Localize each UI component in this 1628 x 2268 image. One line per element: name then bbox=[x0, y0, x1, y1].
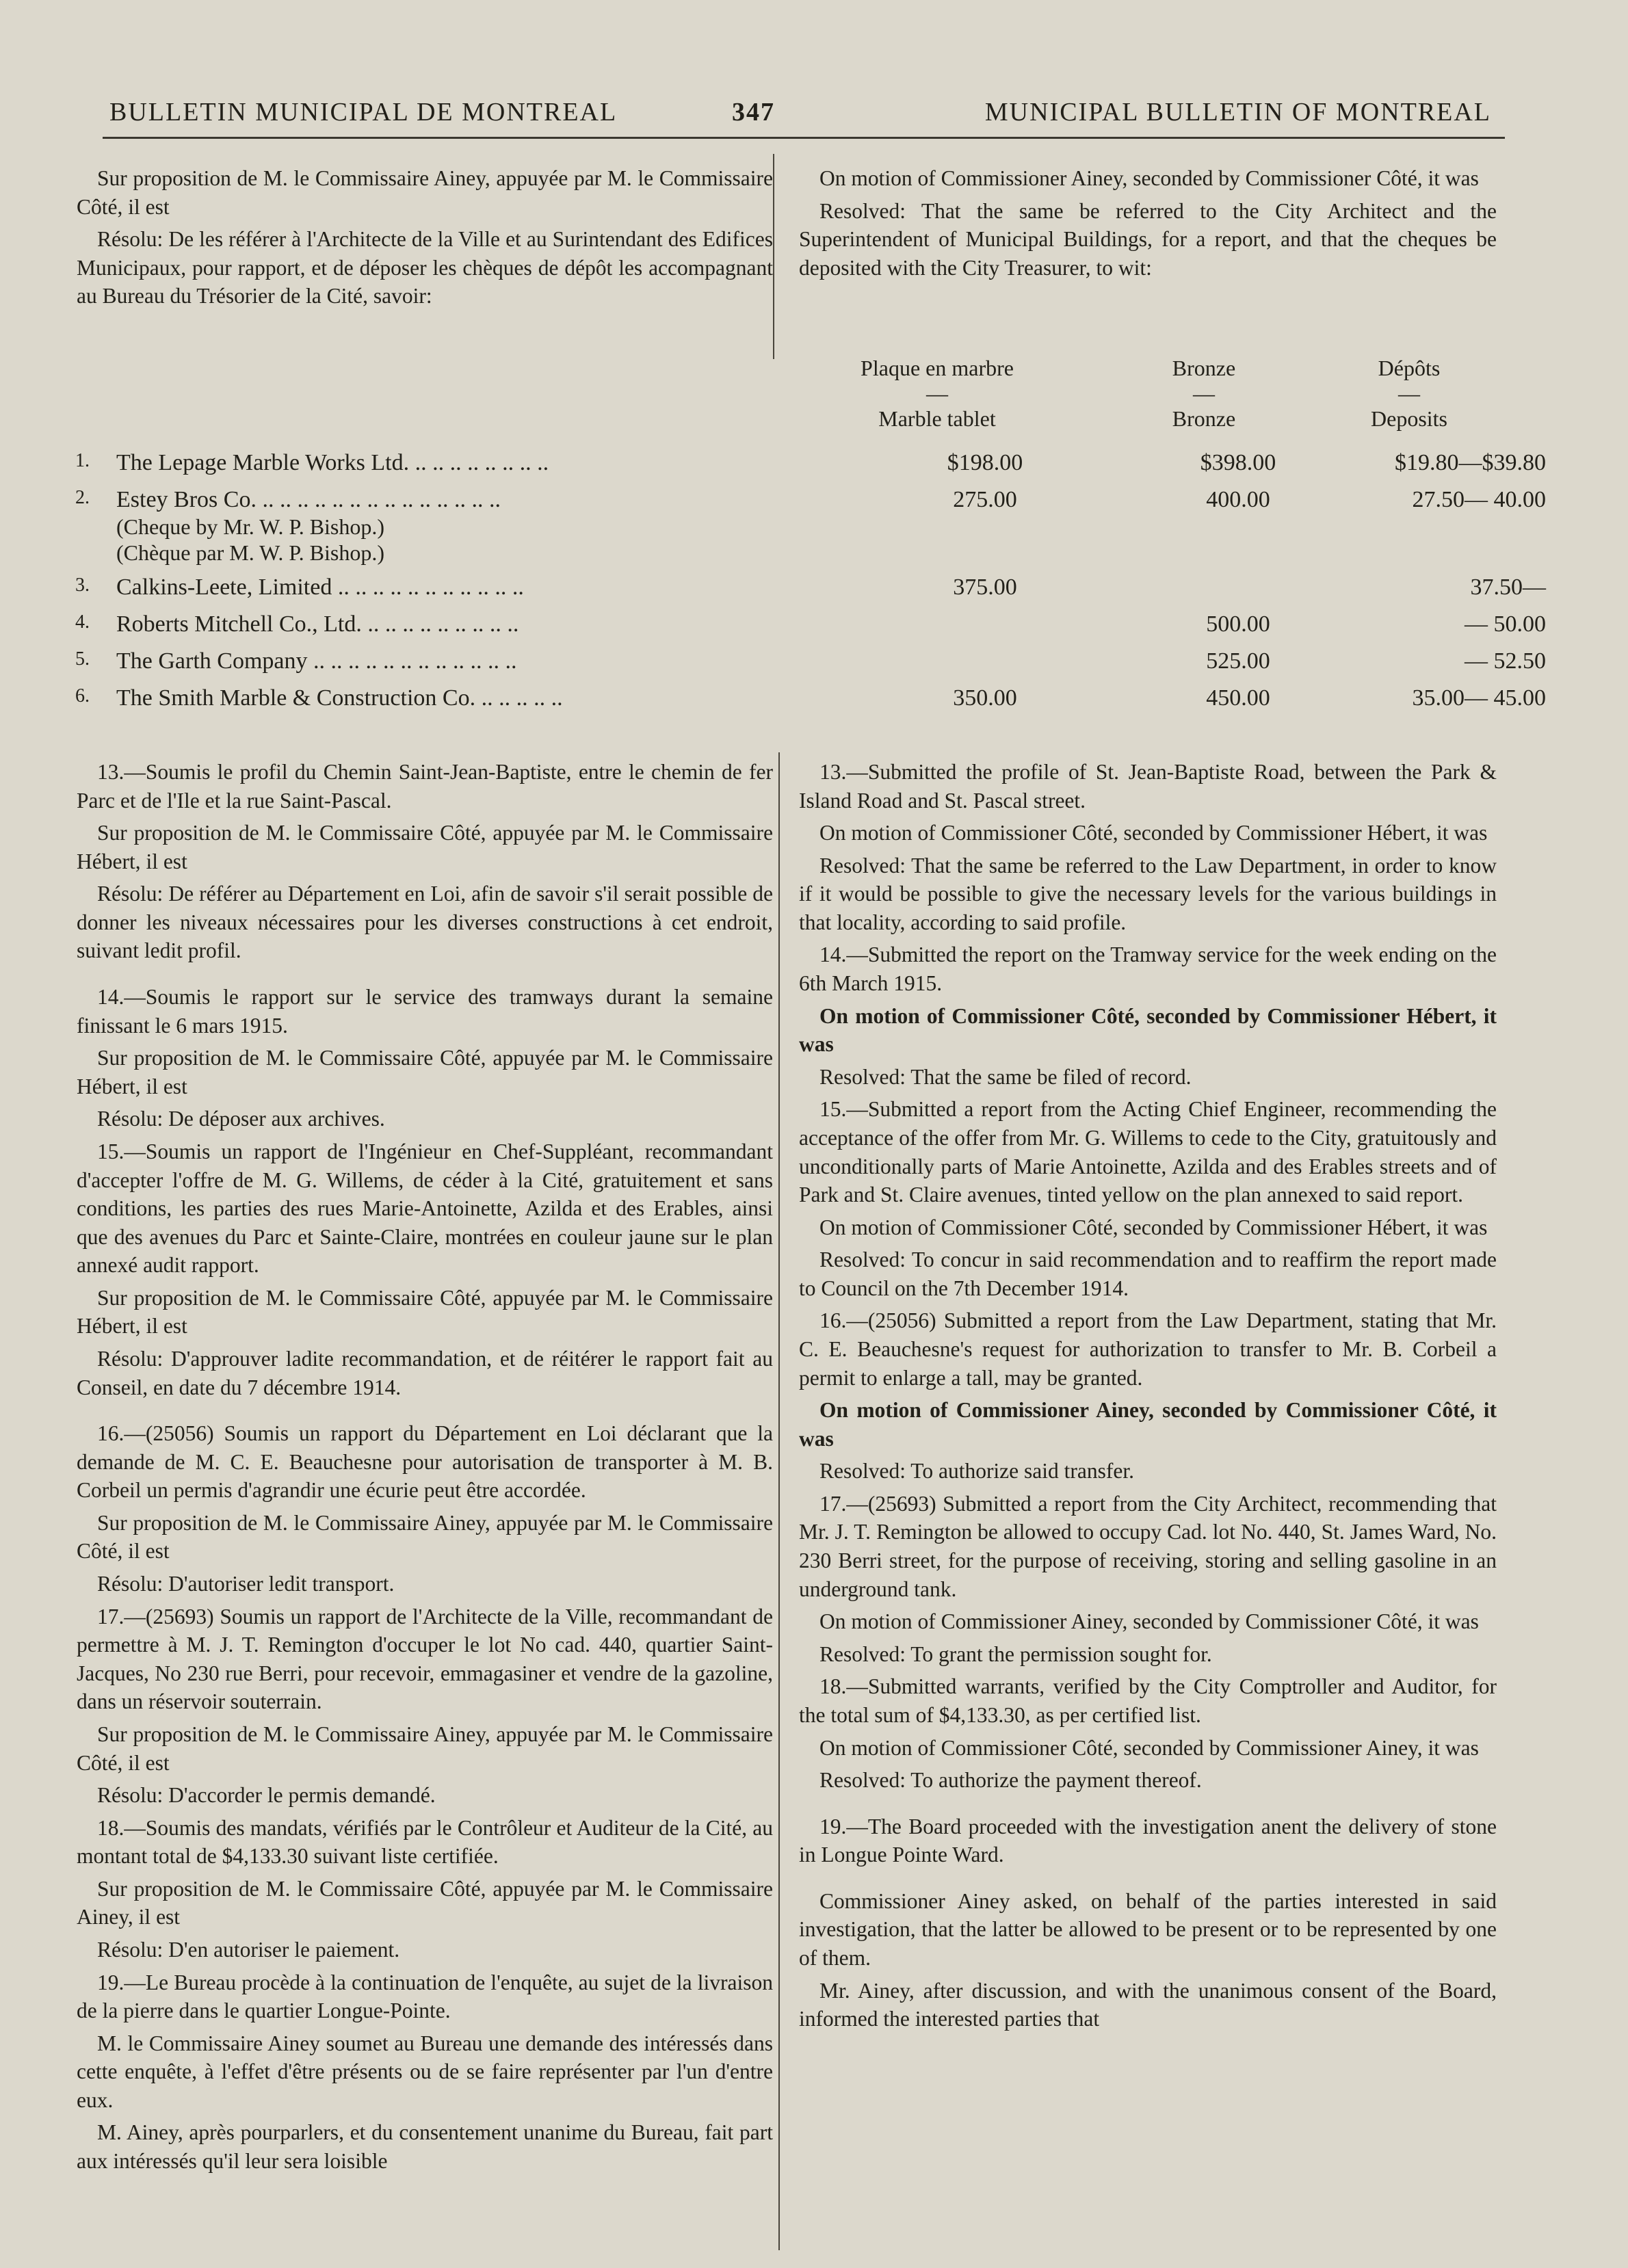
english-paragraph: On motion of Commissioner Ainey, seconded by Commissioner Côté, it was bbox=[799, 1398, 1497, 1451]
table-row: 2. Estey Bros Co. .. .. .. .. .. .. .. .. .. .. .. .. .. .. 275.00 400.00 27.50— 40.00 bbox=[75, 487, 1546, 512]
english-paragraph: On motion of Commissioner Côté, seconded by Commissioner Hébert, it was bbox=[819, 1215, 1488, 1239]
french-paragraph: 18.—Soumis des mandats, vérifiés par le Contrôleur et Auditeur de la Cité, au montant total de $4,133.30 suivant liste certifiée. bbox=[77, 1815, 773, 1869]
table-row: 4. Roberts Mitchell Co., Ltd. .. .. .. .. .. .. .. .. .. 500.00 — 50.00 bbox=[75, 611, 1546, 637]
intro-fr-motion: Sur proposition de M. le Commissaire Ainey, appuyée par M. le Commissaire Côté, il est bbox=[77, 166, 773, 219]
table-row: 6. The Smith Marble & Construction Co. .. .. .. .. .. 350.00 450.00 35.00— 45.00 bbox=[75, 685, 1546, 711]
french-paragraph: Sur proposition de M. le Commissaire Côté, appuyée par M. le Commissaire Hébert, il est bbox=[77, 821, 773, 873]
body-english-column bbox=[799, 758, 1497, 2038]
english-paragraph: Resolved: To authorize said transfer. bbox=[819, 1459, 1134, 1484]
french-paragraph: Résolu: De déposer aux archives. bbox=[97, 1107, 385, 1131]
header-bronze: Bronze — Bronze bbox=[1172, 356, 1236, 431]
french-paragraph: 16.—(25056) Soumis un rapport du Département en Loi déclarant que la demande de M. C. E. Beauchesne pour autorisation de transporter à M. B. Corbeil un permis d'agrandir une écurie peut être accordée. bbox=[77, 1421, 773, 1503]
intro-fr bbox=[77, 164, 773, 315]
french-paragraph: 15.—Soumis un rapport de l'Ingénieur en Chef-Suppléant, recommandant d'accepter l'offre de M. G. Willems, de céder à la Cité, gratuitement et sans conditions, les parties des rues Marie-Antoinette, Azilda et des Erables, ainsi que des avenues du Parc et Sainte-Claire, montrées en couleur jaune sur le plan annexé audit rapport. bbox=[77, 1139, 773, 1278]
english-paragraph: 13.—Submitted the profile of St. Jean-Baptiste Road, between the Park & Island Road and St. Pascal street. bbox=[799, 760, 1497, 813]
french-paragraph: Sur proposition de M. le Commissaire Ainey, appuyée par M. le Commissaire Côté, il est bbox=[77, 1510, 773, 1564]
french-paragraph: Sur proposition de M. le Commissaire Côté, appuyée par M. le Commissaire Ainey, il est bbox=[77, 1876, 773, 1929]
french-paragraph: Sur proposition de M. le Commissaire Côté, appuyée par M. le Commissaire Hébert, il est bbox=[77, 1046, 773, 1098]
english-paragraph: On motion of Commissioner Ainey, seconded by Commissioner Côté, it was bbox=[819, 1609, 1479, 1634]
english-paragraph: On motion of Commissioner Côté, seconded by Commissioner Hébert, it was bbox=[819, 821, 1488, 845]
english-paragraph: Resolved: That the same be filed of record. bbox=[819, 1064, 1192, 1089]
french-paragraph: Résolu: De référer au Département en Loi, afin de savoir s'il serait possible de donner les niveaux nécessaires pour les diverses constructions à cet endroit, suivant ledit profil. bbox=[77, 882, 773, 963]
header-title-fr: BULLETIN MUNICIPAL DE MONTREAL bbox=[109, 98, 618, 127]
english-paragraph: 18.—Submitted warrants, verified by the City Comptroller and Auditor, for the total sum of $4,133.30, as per certified list. bbox=[799, 1674, 1497, 1727]
english-paragraph: Resolved: To grant the permission sought for. bbox=[819, 1641, 1212, 1666]
intro-fr-resolution: Résolu: De les référer à l'Architecte de la Ville et au Surintendant des Edifices Municipaux, pour rapport, et de déposer les chèques de dépôt les accompagnant au Bureau du Trésorier de la Cité, savoir: bbox=[77, 227, 773, 308]
french-paragraph: Résolu: D'en autoriser le paiement. bbox=[97, 1937, 400, 1962]
header-title-en: MUNICIPAL BULLETIN OF MONTREAL bbox=[984, 98, 1491, 127]
french-paragraph: Résolu: D'autoriser ledit transport. bbox=[97, 1572, 395, 1596]
french-paragraph: Résolu: D'accorder le permis demandé. bbox=[97, 1783, 436, 1808]
english-paragraph: Mr. Ainey, after discussion, and with the unanimous consent of the Board, informed the interested parties that bbox=[799, 1978, 1497, 2031]
body-french-column bbox=[77, 758, 773, 2180]
table-row: (Cheque by Mr. W. P. Bishop.) bbox=[116, 514, 385, 539]
table-row: 3. Calkins-Leete, Limited .. .. .. .. .. .. .. .. .. .. .. 375.00 37.50— bbox=[75, 575, 1546, 600]
column-divider-body bbox=[778, 752, 780, 2250]
english-paragraph: On motion of Commissioner Côté, seconded by Commissioner Hébert, it was bbox=[799, 1003, 1497, 1057]
page-number: 347 bbox=[732, 98, 775, 127]
english-paragraph: 19.—The Board proceeded with the investigation anent the delivery of stone in Longue Pointe Ward. bbox=[799, 1814, 1497, 1867]
french-paragraph: M. le Commissaire Ainey soumet au Bureau une demande des intéressés dans cette enquête, à l'effet d'être présents ou de se faire représenter par l'un d'entre eux. bbox=[77, 2031, 773, 2112]
english-paragraph: On motion of Commissioner Côté, seconded by Commissioner Ainey, it was bbox=[819, 1735, 1479, 1760]
intro-en bbox=[799, 164, 1497, 286]
column-divider-top bbox=[773, 154, 774, 359]
page-header bbox=[103, 82, 1505, 139]
deposit-table bbox=[75, 450, 1546, 722]
french-paragraph: 17.—(25693) Soumis un rapport de l'Architecte de la Ville, recommandant de permettre à M. J. T. Remington d'occuper le lot No cad. 440, quartier Saint-Jacques, No 230 rue Berri, pour recevoir, emmagasiner et vendre de la gazoline, dans un réservoir souterrain. bbox=[77, 1604, 773, 1714]
table-row: 5. The Garth Company .. .. .. .. .. .. .. .. .. .. .. .. 525.00 — 52.50 bbox=[75, 648, 1546, 674]
english-paragraph: Commissioner Ainey asked, on behalf of the parties interested in said investigation, that the latter be allowed to be present or to be represented by one of them. bbox=[799, 1888, 1497, 1970]
french-paragraph: Sur proposition de M. le Commissaire Côté, appuyée par M. le Commissaire Hébert, il est bbox=[77, 1285, 773, 1339]
french-paragraph: M. Ainey, après pourparlers, et du consentement unanime du Bureau, fait part aux intéressés qu'il leur sera loisible bbox=[77, 2120, 773, 2174]
french-paragraph: Sur proposition de M. le Commissaire Ainey, appuyée par M. le Commissaire Côté, il est bbox=[77, 1722, 773, 1775]
english-paragraph: 15.—Submitted a report from the Acting Chief Engineer, recommending the acceptance of the offer from Mr. G. Willems to cede to the City, gratuitously and unconditionally parts of Marie Antoinette, Azilda and des Erables streets and of Park and St. Claire avenues, tinted yellow on the plan annexed to said report. bbox=[799, 1097, 1497, 1207]
english-paragraph: Resolved: To concur in said recommendation and to reaffirm the report made to Council on the 7th December 1914. bbox=[799, 1248, 1497, 1300]
header-deposits: Dépôts — Deposits bbox=[1371, 356, 1447, 431]
english-paragraph: 14.—Submitted the report on the Tramway service for the week ending on the 6th March 1915. bbox=[799, 942, 1497, 996]
english-paragraph: 16.—(25056) Submitted a report from the Law Department, stating that Mr. C. E. Beauchesne's request for authorization to transfer to Mr. B. Corbeil a permit to enlarge a tall, may be granted. bbox=[799, 1308, 1497, 1390]
french-paragraph: 13.—Soumis le profil du Chemin Saint-Jean-Baptiste, entre le chemin de fer Parc et de l'Ile et la rue Saint-Pascal. bbox=[77, 760, 773, 813]
english-paragraph: Resolved: To authorize the payment thereof. bbox=[819, 1768, 1202, 1793]
french-paragraph: Résolu: D'approuver ladite recommandation, et de réitérer le rapport fait au Conseil, en date du 7 décembre 1914. bbox=[77, 1346, 773, 1399]
english-paragraph: Resolved: That the same be referred to the Law Department, in order to know if it would be possible to give the necessary levels for the various buildings in that locality, according to said profile. bbox=[799, 853, 1497, 934]
french-paragraph: 19.—Le Bureau procède à la continuation de l'enquête, au sujet de la livraison de la pierre dans le quartier Longue-Pointe. bbox=[77, 1970, 773, 2023]
table-row: (Chèque par M. W. P. Bishop.) bbox=[116, 540, 384, 565]
english-paragraph: 17.—(25693) Submitted a report from the City Architect, recommending that Mr. J. T. Remington be allowed to occupy Cad. lot No. 440, St. James Ward, No. 230 Berri street, for the purpose of receiving, storing and selling gasoline in an underground tank. bbox=[799, 1491, 1497, 1601]
intro-en-resolution: Resolved: That the same be referred to the City Architect and the Superintendent of Municipal Buildings, for a report, and that the cheques be deposited with the City Treasurer, to wit: bbox=[799, 198, 1497, 280]
header-marble: Plaque en marbre — Marble tablet bbox=[861, 356, 1014, 431]
french-paragraph: 14.—Soumis le rapport sur le service des tramways durant la semaine finissant le 6 mars 1915. bbox=[77, 985, 773, 1038]
table-row: 1. The Lepage Marble Works Ltd. .. .. .. .. .. .. .. .. $198.00 $398.00 $19.80—$39.80 bbox=[75, 450, 1546, 475]
intro-en-motion: On motion of Commissioner Ainey, seconded by Commissioner Côté, it was bbox=[819, 166, 1479, 190]
